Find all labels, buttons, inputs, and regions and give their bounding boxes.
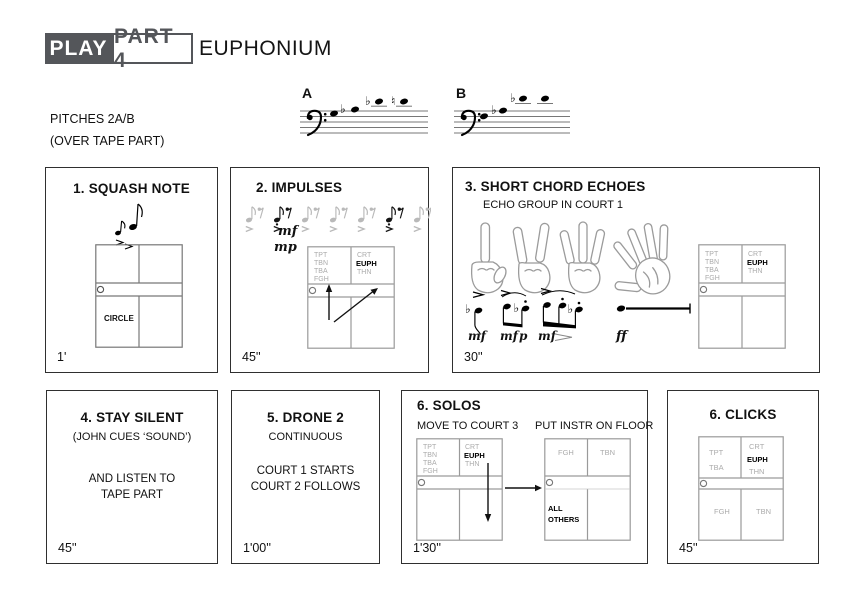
court-label-tba: TBA (423, 460, 437, 467)
court-transition-arrow (504, 482, 544, 494)
part-badge (112, 24, 193, 72)
box-squash-title: 1. SQUASH NOTE (73, 181, 190, 196)
staccato-dot-icon (524, 300, 527, 303)
box-short-chord-echoes (452, 167, 820, 373)
box-solos-title: 6. SOLOS (417, 398, 481, 413)
court-label-fgh: FGH (558, 448, 574, 457)
impulse-note-icon-accented (385, 207, 403, 232)
court-label-tpt: TPT (314, 252, 328, 259)
impulse-note-icon (329, 207, 347, 232)
court-marker-circle (97, 286, 103, 292)
duration-clicks: 45'' (679, 541, 698, 555)
duration-squash: 1' (57, 350, 67, 364)
part-badge-label: PART 4 (114, 24, 174, 72)
box-echoes-subtitle: ECHO GROUP IN COURT 1 (483, 199, 623, 211)
box-solos (401, 390, 654, 564)
court-label-tpt: TPT (705, 251, 719, 258)
box-silent-body (47, 471, 217, 503)
box-silent-body-line2: TAPE PART (101, 489, 163, 501)
box-drone-body-line1: COURT 1 STARTS (256, 465, 355, 477)
impulse-note-icon (357, 207, 375, 232)
box-impulses-title: 2. IMPULSES (256, 180, 343, 195)
staccato-dot-icon (578, 302, 581, 305)
court-diagram-solos-left (416, 438, 503, 541)
box-drone-body (232, 463, 379, 495)
impulse-note-icon (413, 207, 431, 232)
bass-clef-icon (307, 111, 326, 135)
impulse-note-icon (245, 207, 263, 232)
page-title: EUPHONIUM (199, 37, 332, 60)
flat-icon: ♭ (491, 103, 497, 117)
court-circle-label: CIRCLE (104, 314, 134, 323)
duration-solos: 1'30'' (413, 541, 442, 555)
pitches-line-1: PITCHES 2A/B (50, 112, 135, 126)
court-label-tbn: TBN (600, 448, 615, 457)
flat-icon: ♭ (465, 302, 471, 316)
echo-figures-row (461, 286, 701, 346)
court-label-tba: TBA (705, 267, 719, 274)
box-silent-body-line1: AND LISTEN TO (88, 473, 176, 485)
dynamic-mf: mf (278, 224, 298, 239)
court-marker-circle (700, 286, 706, 292)
court-label-tpt: TPT (709, 448, 724, 457)
court-label-crt: CRT (749, 442, 765, 451)
court-label-tbn: TBN (705, 259, 719, 266)
court-diagram-clicks (698, 436, 784, 541)
court-label-euph: EUPH (356, 259, 377, 268)
court-label-thn: THN (465, 461, 480, 468)
decrescendo-hairpin-icon (555, 334, 572, 341)
court-label-tba: TBA (314, 268, 328, 275)
pitches-line-2: (OVER TAPE PART) (50, 134, 165, 148)
staff-b-label: B (456, 85, 467, 101)
hand-two-icon (513, 223, 550, 293)
box-solos-left-label: MOVE TO COURT 3 (417, 420, 519, 432)
dynamic-mf: mf (500, 329, 518, 343)
staff-b (450, 84, 572, 138)
box-clicks-title: 6. CLICKS (709, 407, 777, 422)
court-label-fgh: FGH (714, 507, 730, 516)
court-label-tbn: TBN (756, 507, 771, 516)
court-diagram-solos-right (544, 438, 631, 541)
staff-a (296, 84, 430, 138)
court-label-euph: EUPH (747, 258, 768, 267)
box-impulses (230, 167, 429, 373)
court-label-tpt: TPT (423, 444, 437, 451)
natural-icon: ♮ (391, 94, 396, 108)
flat-icon: ♭ (340, 102, 346, 116)
court-label-thn: THN (748, 268, 763, 275)
duration-drone: 1'00'' (243, 541, 272, 555)
play-badge (45, 33, 112, 64)
court-label-fgh: FGH (705, 275, 720, 282)
flat-icon: ♭ (510, 91, 516, 105)
box-drone-body-line2: COURT 2 FOLLOWS (250, 481, 361, 493)
bass-clef-icon (461, 111, 480, 135)
court-diagram-squash (95, 244, 183, 348)
court-label-thn: THN (749, 467, 765, 476)
court-label-euph: EUPH (747, 455, 768, 464)
echo-figure-2 (500, 291, 530, 344)
duration-silent: 45'' (58, 541, 77, 555)
court-marker-circle (546, 479, 552, 485)
flat-icon: ♭ (365, 94, 371, 108)
play-badge-label: PLAY (49, 36, 108, 60)
box-drone-title: 5. DRONE 2 (266, 410, 345, 425)
court-label-fgh: FGH (423, 468, 438, 475)
hand-three-icon (559, 222, 605, 293)
duration-echoes: 30'' (464, 350, 483, 364)
staff-b-notes (479, 91, 553, 120)
flat-icon: ♭ (567, 302, 574, 316)
box-echoes-title: 3. SHORT CHORD ECHOES (465, 179, 646, 194)
court-label-euph: EUPH (464, 451, 485, 460)
dynamic-p: p (519, 329, 528, 343)
impulse-notes-row (239, 202, 431, 236)
court-label-tbn: TBN (423, 452, 437, 459)
echo-figure-long-note (615, 304, 690, 345)
staccato-dot-icon (561, 298, 564, 301)
court-marker-circle (309, 287, 315, 293)
court-diagram-echoes (698, 244, 786, 349)
court-marker-circle (700, 480, 706, 486)
court-label-crt: CRT (465, 444, 480, 451)
box-drone-subtitle: CONTINUOUS (268, 431, 343, 443)
hand-one-icon (472, 223, 509, 293)
court-marker-circle (418, 479, 424, 485)
court-label-tba: TBA (709, 463, 724, 472)
box-drone-2 (231, 390, 380, 564)
move-down-arrow (485, 463, 491, 522)
box-solos-right-label: PUT INSTR ON FLOOR (535, 420, 654, 432)
box-silent-title: 4. STAY SILENT (80, 410, 184, 425)
echo-figure-3 (538, 289, 584, 344)
court-label-others: OTHERS (548, 515, 580, 524)
dynamic-mf: mf (468, 329, 486, 343)
staff-a-notes (329, 94, 412, 117)
dynamic-mp: mp (274, 240, 297, 255)
impulse-note-icon (301, 207, 319, 232)
court-label-thn: THN (357, 269, 372, 276)
echo-figure-1 (465, 292, 488, 343)
duration-impulses: 45'' (242, 350, 261, 364)
court-label-tbn: TBN (314, 260, 328, 267)
court-label-crt: CRT (748, 251, 763, 258)
dynamic-mf: mf (538, 329, 556, 343)
box-squash-note (45, 167, 218, 373)
court-label-crt: CRT (357, 252, 372, 259)
staff-a-lines (300, 111, 428, 133)
box-stay-silent (46, 390, 218, 564)
box-clicks (667, 390, 819, 564)
staff-a-label: A (302, 85, 313, 101)
box-silent-subtitle: (JOHN CUES ‘SOUND’) (72, 431, 192, 443)
dynamic-ff: ff (616, 329, 627, 344)
flat-icon: ♭ (513, 301, 520, 315)
staccato-dot-icon (388, 223, 390, 225)
movement-arrows (326, 284, 378, 322)
court-label-all: ALL (548, 504, 563, 513)
court-diagram-impulses (307, 246, 395, 349)
court-label-fgh: FGH (314, 276, 329, 283)
